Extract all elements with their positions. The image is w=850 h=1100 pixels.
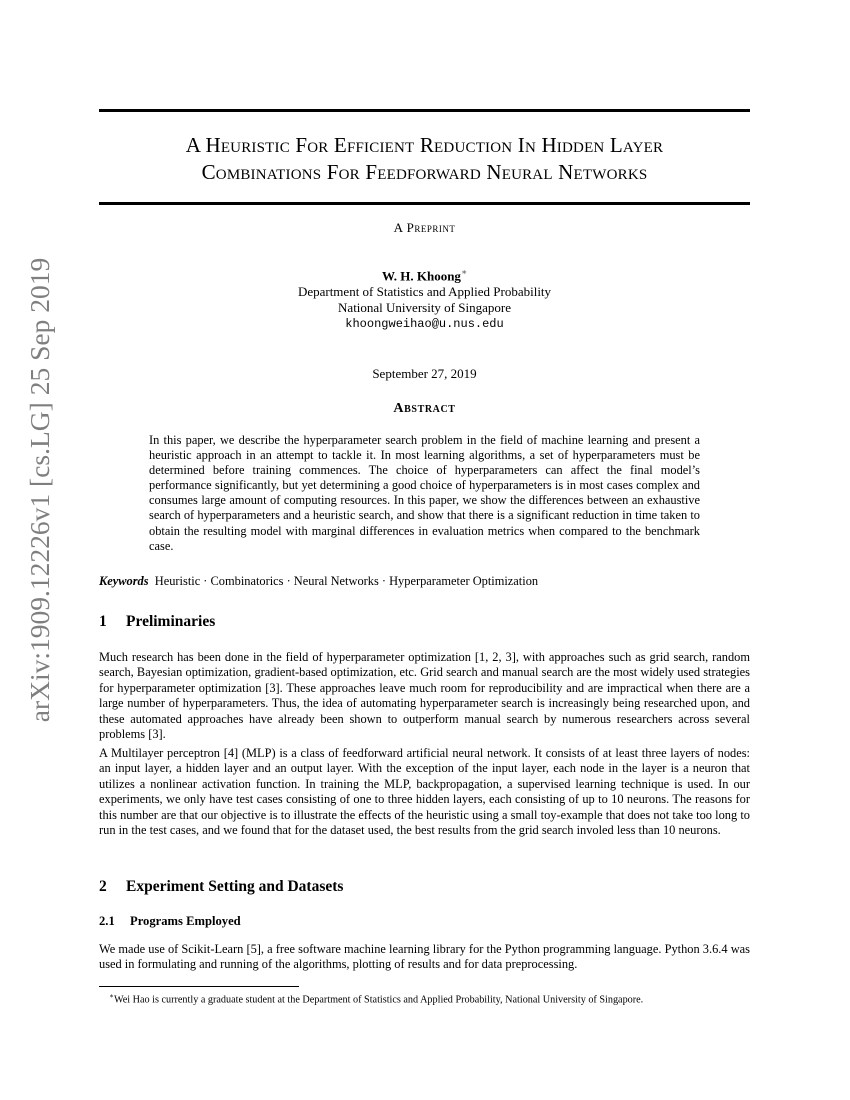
abstract-text: In this paper, we describe the hyperparameter search problem in the field of machine learning and present a heuristic approach in an attempt to tackle it. In most learning algorithms, a set of hyperparameters must be determined before training commences. The choice of hyperparameters can affect the final model’s performance significantly, but yet determining a good choice of hyperparameters is in most cases complex and consumes large amount of computing resources. In this paper, we show the differences between an exhaustive search of hyperparameters and a heuristic search, and show that there is a significant reduction in time taken to obtain the resulting model with marginal differences in evaluation metrics when compared to the benchmark case. (149, 433, 700, 553)
publication-date: September 27, 2019 (372, 366, 477, 381)
author-name: W. H. Khoong (381, 268, 461, 284)
arxiv-stamp: arXiv:1909.12226v1 [cs.LG] 25 Sep 2019 (24, 257, 55, 723)
keywords-list: Heuristic · Combinatorics · Neural Networks · Hyperparameter Optimization (154, 574, 539, 588)
footnote (99, 990, 750, 1006)
keywords (99, 573, 750, 589)
footnote-rule (99, 986, 299, 987)
author-department: Department of Statistics and Applied Probability (297, 284, 552, 300)
author-university: National University of Singapore (338, 300, 511, 316)
subsection-2-1-heading (99, 914, 750, 929)
section-1-title: Preliminaries (126, 613, 216, 630)
keywords-label: Keywords (99, 574, 149, 588)
section-1-paragraph-2: A Multilayer perceptron [4] (MLP) is a class of feedforward artificial neural network. It consists of at least three layers of nodes: an input layer, a hidden layer and an output layer. With the exception of the input layer, each node in the layer is a neuron that utilizes a nonlinear activation function. In training the MLP, backpropagation, a supervised learning technique is used. In our experiments, we only have test cases consisting of one to three hidden layers, each consisting of up to 10 neurons. The reasons for this number are that our objective is to illustrate the effects of the heuristic using a small toy-example that does not take too long to run in the test cases, and we found that for the dataset used, the best results from the grid search involed less than 10 neurons. (99, 746, 750, 838)
preprint-label: A Preprint (393, 220, 456, 235)
title-top-rule (99, 109, 750, 112)
section-1-number: 1 (99, 613, 107, 630)
subsection-2-1-number: 2.1 (99, 914, 115, 928)
section-2-heading (99, 878, 750, 896)
title-bottom-rule (99, 202, 750, 205)
author-email[interactable]: khoongweihao@u.nus.edu (345, 317, 504, 332)
abstract-heading: Abstract (393, 401, 456, 416)
section-2-number: 2 (99, 878, 107, 895)
section-1-paragraph-1: Much research has been done in the field of hyperparameter optimization [1, 2, 3], with approaches such as grid search, random search, Bayesian optimization, gradient-based optimization, etc. Grid search and manual search are the most widely used strategies for hyperparameter optimization [3]. These approaches leave much room for reproducibility and are impractical when there are a large number of hyperparameters. Thus, the idea of automating hyperparameter search is increasingly being researched upon, and these automated approaches have already been shown to outperform manual search by numerous researchers across several problems [3]. (99, 650, 750, 742)
subsection-2-1-paragraph: We made use of Scikit-Learn [5], a free software machine learning library for the Python programming language. Python 3.6.4 was used in formulating and running of the algorithms, plotting of results and for data preprocessing. (99, 942, 750, 972)
author-block (99, 264, 750, 332)
section-2-title: Experiment Setting and Datasets (126, 878, 344, 895)
paper-title (99, 132, 750, 186)
footnote-text: Wei Hao is currently a graduate student at the Department of Statistics and Applied Probability, National University of Singapore. (113, 994, 644, 1006)
section-1-heading (99, 613, 750, 631)
footnote-mark: ∗ (109, 992, 114, 1000)
author-footnote-mark: ∗ (460, 267, 468, 277)
subsection-2-1-title: Programs Employed (130, 914, 241, 928)
title-line-1: A Heuristic For Efficient Reduction In Hidden Layer (185, 133, 664, 157)
title-line-2: Combinations For Feedforward Neural Networks (201, 160, 648, 184)
